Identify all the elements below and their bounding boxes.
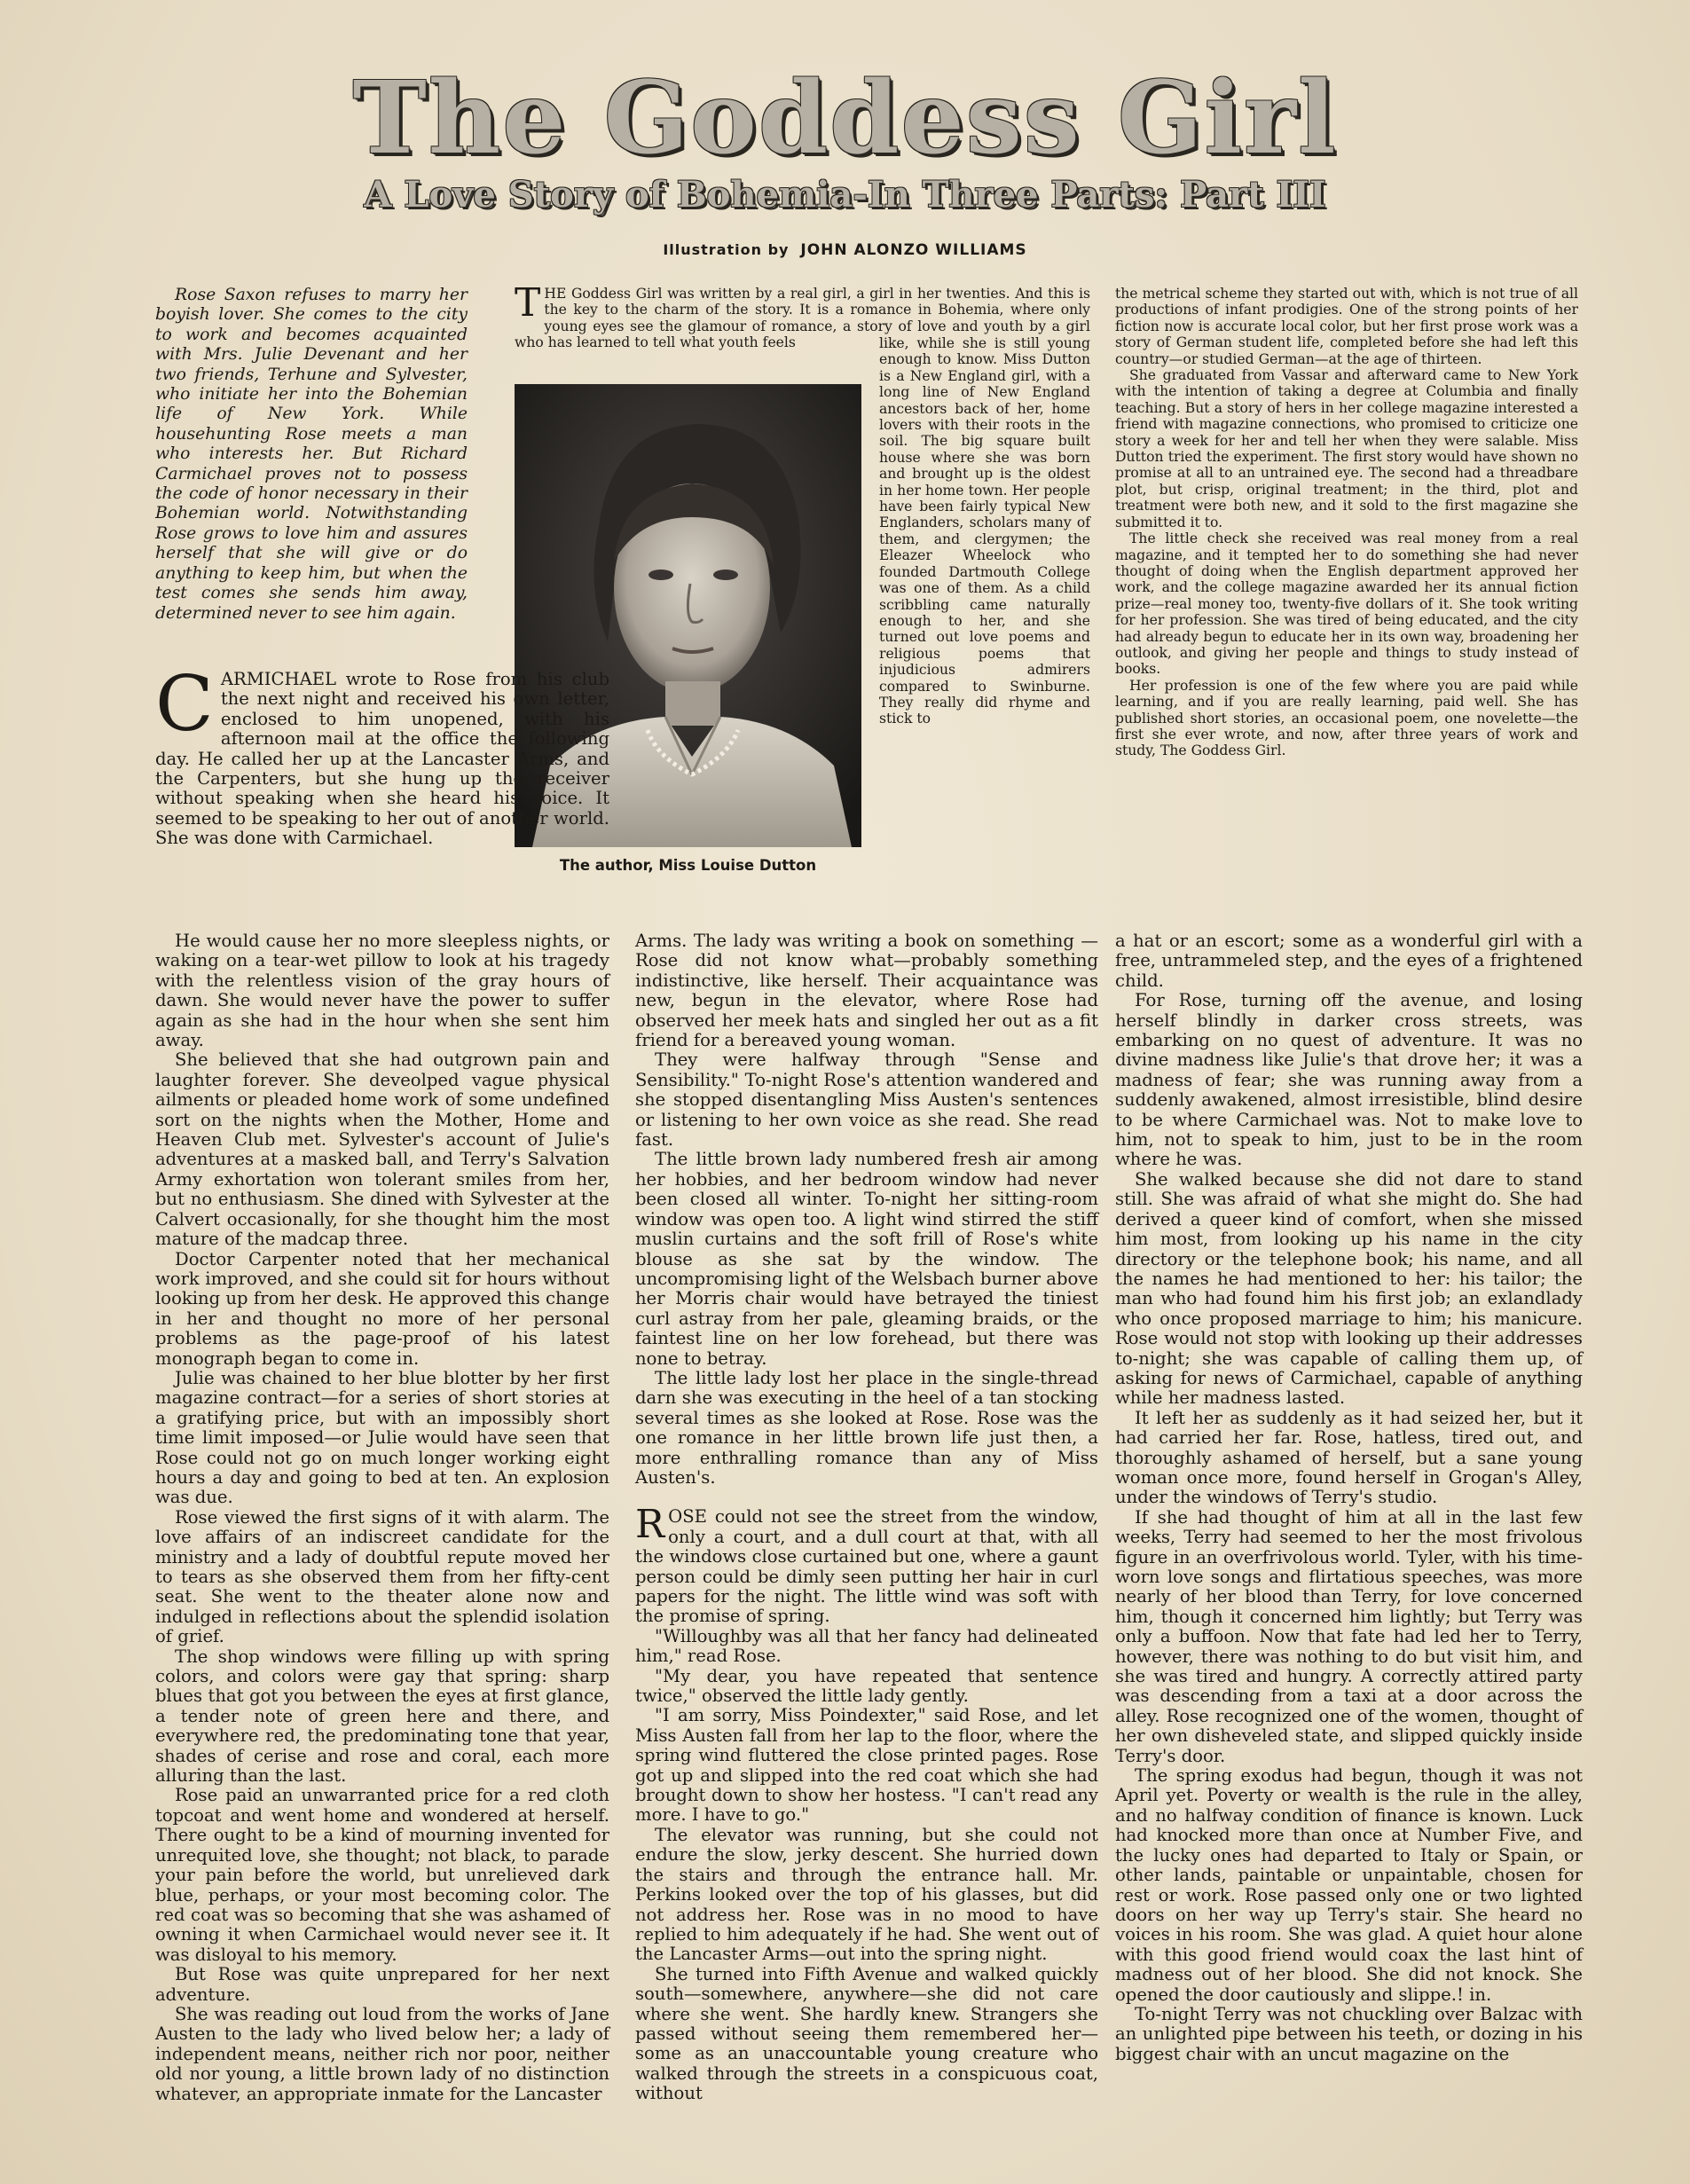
story-col3-p7: To-night Terry was not chuckling over Balzac with an unlighted pipe between his teeth, or dozing in his biggest chair with an uncut magazine on the: [1115, 2003, 1583, 2064]
story-col2-p4: The little lady lost her place in the single-thread darn she was executing in the heel of a tan stocking several times as she looked at Rose. Rose was the one romance in her little brown life just then, a more enthralling romance than any of Miss Austen's.: [635, 1367, 1098, 1488]
story-dropcap-r: R: [635, 1502, 665, 1548]
story-col3-p1: a hat or an escort; some as a wonderful girl with a free, untrammeled step, and the eyes of a frightened child.: [1115, 931, 1583, 991]
intro-right-p2: She graduated from Vassar and afterward came to New York with the intention of taking a degree at Columbia and finally teaching. But a story of hers in her college magazine interested a friend with magazine connections, who promised to criticize one story a week for her and tell her when they were salable. Miss Dutton tried the experiment. The first story would have shown no promise at all to an untrained eye. The second had a threadbare plot, but crisp, original treatment; in the third, plot and treatment were both new, and it sold to the first magazine she submitted it to.: [1115, 367, 1578, 530]
story-column-2: [635, 931, 1098, 2104]
story-col1-p3: She believed that she had outgrown pain and laughter forever. She deveolped vague physical ailments or pleaded home work of some undefined sort on the nights when the Mother, Home and Heaven Club met. Sylvester's account of Julie's adventures at a masked ball, and Terry's Salvation Army exhortation won tolerant smiles from her, but no enthusiasm. She dined with Sylvester at the Calvert occasionally, for she thought him the most mature of the madcap three.: [155, 1049, 609, 1250]
story-col2-p3: The little brown lady numbered fresh air among her hobbies, and her bedroom window had never been closed all winter. To-night her sitting-room window was open too. A light wind stirred the stiff muslin curtains and the soft frill of Rose's white blouse as she sat by the window. The uncompromising light of the Welsbach burner above her Morris chair would have betrayed the tiniest curl astray from her pale, gleaming braids, or the faintest line on her low forehead, but there was none to betray.: [635, 1149, 1098, 1369]
story-col3-p2: For Rose, turning off the avenue, and losing herself blindly in darker cross streets, was embarking on no quest of adventure. It was no divine madness like Julie's that drove her; it was a madness of fear; she was running away from a suddenly awakened, almost irresistible, blind desire to be where Carmichael was. Not to make love to him, not to speak to him, just to be in the room where he was.: [1115, 990, 1583, 1170]
story-col3-p6: The spring exodus had begun, though it was not April yet. Poverty or wealth is the rule in the alley, and no halfway condition of finance is known. Luck had knocked more than once at Number Five, and the lucky ones had departed to Italy or Spain, or other lands, paintable or unpaintable, chosen for rest or work. Rose passed only one or two lighted doors on her way up Terry's stair. She heard no voices in his room. She was glad. A quiet hour alone with this good friend would coax the last hint of madness out of her blood. She did not knock. She opened the door cautiously and slippe.! in.: [1115, 1765, 1583, 2005]
story-col2b-p2: "Willoughby was all that her fancy had delineated him," read Rose.: [635, 1625, 1098, 1667]
story-title: The Goddess Girl: [352, 60, 1338, 177]
story-col1-p1: ARMICHAEL wrote to Rose from his club the next night and received his own letter, enclosed to him unopened, with his afternoon mail at the office the following day. He called her up at the Lancaster Arms, and the Carpenters, but she hung up the receiver without speaking when she heard his voice. It seemed to be speaking to her out of another world. She was done with Carmichael.: [155, 669, 609, 849]
intro-top-text: HE Goddess Girl was written by a real girl, a girl in her twenties. And this is the key to the charm of the story. It is a romance in Bohemia, where only young eyes see the glamour of romance, a story of love and youth by a girl who has learned to tell what youth feels: [515, 286, 1090, 351]
story-col2b-p4: "I am sorry, Miss Poindexter," said Rose, and let Miss Austen fall from her lap to the floor, where the spring wind fluttered the close printed pages. Rose got up and slipped into the red coat which she had brought down to show her hostess. "I can't read any more. I have to go.": [635, 1705, 1098, 1826]
synopsis: [155, 286, 468, 624]
story-col1-p2: He would cause her no more sleepless nights, or waking on a tear-wet pillow to look at his tragedy with the relentless vision of the gray hours of dawn. She would never have the power to suffer again as she had in the hour when she sent him away.: [155, 931, 609, 1051]
story-col1-p8: Rose paid an unwarranted price for a red cloth topcoat and went home and wondered at herself. There ought to be a kind of mourning invented for unrequited love, she thought; not black, to parade your pain before the world, but unrelieved dark blue, perhaps, or your most becoming color. The red coat was so becoming that she was ashamed of owning it when Carmichael would never see it. It was disloyal to his memory.: [155, 1785, 609, 1965]
story-col1-p4: Doctor Carpenter noted that her mechanical work improved, and she could sit for hours without looking up from her desk. He approved this change in her and thought no more of her personal problems as the page-proof of his latest monograph began to come in.: [155, 1248, 609, 1369]
story-column-1a: [155, 660, 609, 849]
story-column-1: [155, 931, 609, 2104]
intro-dropcap: T: [515, 280, 541, 326]
credit-name: JOHN ALONZO WILLIAMS: [800, 241, 1027, 259]
intro-right-p1: the metrical scheme they started out with, which is not true of all productions of infant prodigies. One of the strong points of her fiction now is accurate local color, but her first prose work was a story of German student life, completed before she had left this country—or studied German—at the age of thirteen.: [1115, 286, 1578, 367]
story-col1-p6: Rose viewed the first signs of it with alarm. The love affairs of an indiscreet candidate for the ministry and a lady of doubtful repute moved her to tears as she observed them from her fifty-cent seat. She went to the theater alone now and indulged in reflections about the splendid isolation of grief.: [155, 1506, 609, 1647]
story-col2b-p1: OSE could not see the street from the window, only a court, and a dull court at that, with all the windows close curtained but one, where a gaunt person could be dimly seen putting her hair in curl papers for the night. The little wind was soft with the promise of spring.: [635, 1506, 1098, 1627]
intro-side-text: like, while she is still young enough to know. Miss Dutton is a New England girl, with a long line of New England ancestors back of her, home lovers with their roots in the soil. The big square built house where she was born and brought up is the oldest in her home town. Her people have been fairly typical New Englanders, scholars many of them, and clergymen; the Eleazer Wheelock who founded Dartmouth College was one of them. As a child scribbling came naturally enough to her, and she turned out love poems and religious poems that injudicious admirers compared to Swinburne. They really did rhyme and stick to: [879, 335, 1090, 727]
intro-right-p3: The little check she received was real money from a real magazine, and it tempted her to do something she had never thought of doing when the English department approved her work, and the college magazine awarded her its annual fiction prize—real money too, twenty-five dollars of it. She took writing for her profession. She was tired of being educated, and the city had already begun to educate her in its own way, broadening her outlook, and giving her people and things to study instead of books.: [1115, 530, 1578, 678]
intro-right-p4: Her profession is one of the few where you are paid while learning, and if you are really learning, paid well. She has published short stories, an occasional poem, one novelette—the first she ever wrote, and now, after three years of work and study, The Goddess Girl.: [1115, 677, 1578, 759]
story-dropcap-c: C: [155, 660, 214, 749]
story-col2b-p5: The elevator was running, but she could not endure the slow, jerky descent. She hurried down the stairs and through the entrance hall. Mr. Perkins looked over the top of his glasses, but did not address her. Rose was in no mood to have replied to him adequately if he had. She went out of the Lancaster Arms—out into the spring night.: [635, 1824, 1098, 1965]
story-col3-p5: If she had thought of him at all in the last few weeks, Terry had seemed to her the most frivolous figure in an overfrivolous world. Tyler, with his time-worn love songs and flirtatious speeches, was more nearly of her blood than Terry, for love concerned him, though it concerned him lightly; but Terry was only a buffoon. Now that fate had led her to Terry, however, there was nothing to do but visit him, and she was tired and hungry. A correctly attired party was descending from a taxi at a door across the alley. Rose recognized one of the women, thought of her own disheveled state, and slipped quickly inside Terry's door.: [1115, 1506, 1583, 1766]
story-col2b-p6: She turned into Fifth Avenue and walked quickly south—somewhere, anywhere—she did not care where she went. She hardly knew. Strangers she passed without seeing them remembered her—some as an unaccountable young creature who walked through the streets in a conspicuous coat, without: [635, 1963, 1098, 2104]
story-col1-p9: But Rose was quite unprepared for her next adventure.: [155, 1964, 609, 2005]
story-subtitle: A Love Story of Bohemia-In Three Parts: Part III: [364, 174, 1326, 216]
synopsis-text: Rose Saxon refuses to marry her boyish lover. She comes to the city to work and becomes acquainted with Mrs. Julie Devenant and her two friends, Terhune and Sylvester, who initiate her into the Bohemian life of New York. While househunting Rose meets a man who interests her. But Richard Carmichael proves not to possess the code of honor necessary in their Bohemian world. Notwithstanding Rose grows to love him and assures herself that she will give or do anything to keep him, but when the test comes she sends him away, determined never to see him again.: [155, 286, 468, 623]
illustration-credit: [0, 241, 1690, 259]
story-col3-p4: It left her as suddenly as it had seized her, but it had carried her far. Rose, hatless, tired out, and thoroughly ashamed of herself, but a sane young woman once more, found herself in Grogan's Alley, under the windows of Terry's studio.: [1115, 1407, 1583, 1508]
story-col1-p10: She was reading out loud from the works of Jane Austen to the lady who lived below her; a lady of independent means, neither rich nor poor, neither old nor young, a little brown lady of no distinction whatever, an appropriate inmate for the Lancaster: [155, 2003, 609, 2104]
intro-right: [1115, 286, 1578, 759]
story-col2-p1: Arms. The lady was writing a book on something —Rose did not know what—probably something indistinctive, like herself. Their acquaintance was new, begun in the elevator, where Rose had observed her meek hats and singled her out as a fit friend for a bereaved young woman.: [635, 931, 1098, 1051]
story-column-3: [1115, 931, 1583, 2064]
story-col2b-p3: "My dear, you have repeated that sentence twice," observed the little lady gently.: [635, 1665, 1098, 1707]
story-col3-p3: She walked because she did not dare to stand still. She was afraid of what she might do. She had derived a queer kind of comfort, when she missed him most, from looking up his name in the city directory or the telephone book; his name, and all the names he had mentioned to her: his tailor; the man who had found him his first job; an exlandlady who once proposed marriage to him; his manicure. Rose would not stop with looking up their addresses to-night; she was capable of calling them up, of asking for news of Carmichael, capable of anything while her madness lasted.: [1115, 1168, 1583, 1409]
story-col2-p2: They were halfway through "Sense and Sensibility." To-night Rose's attention wandered and she stopped disentangling Miss Austen's sentences or listening to her own voice as she read. She read fast.: [635, 1049, 1098, 1151]
story-col1-p5: Julie was chained to her blue blotter by her first magazine contract—for a series of short stories at a gratifying price, but with an impossibly short time limit imposed—or Julie would have seen that Rose could not go on much longer working eight hours a day and going to bed at ten. An explosion was due.: [155, 1367, 609, 1508]
intro-side: [879, 335, 1090, 727]
credit-prefix: Illustration by: [663, 241, 790, 258]
story-col1-p7: The shop windows were filling up with spring colors, and colors were gay that spring: sharp blues that got you between the eyes at first glance, a tender note of green here and there, and everywhere red, the predominating tone that year, shades of cerise and rose and coral, each more alluring than the last.: [155, 1646, 609, 1787]
photo-caption: The author, Miss Louise Dutton: [559, 857, 817, 874]
